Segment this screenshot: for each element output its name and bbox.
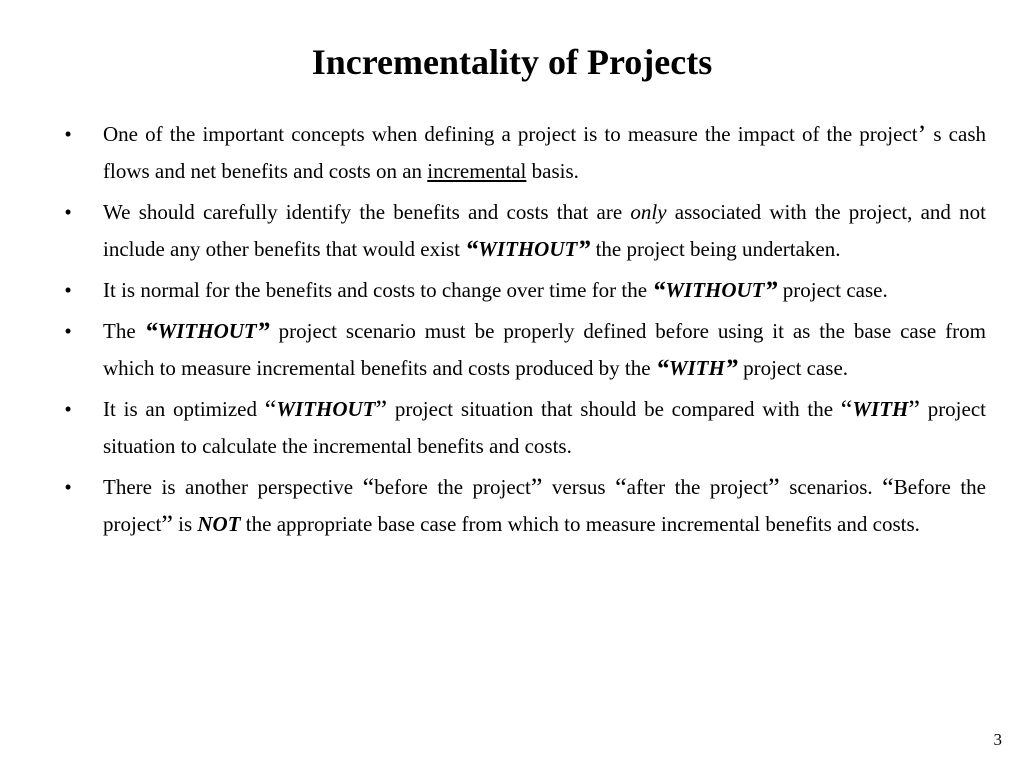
bullet-text: the appropriate base case from which to measure incremental benefits and costs. xyxy=(240,512,920,536)
bullet-text: associated with the project, and not include any other benefits that would exist xyxy=(103,200,986,261)
keyword-without: WITHOUT xyxy=(157,319,257,343)
quoted-phrase: Before the project xyxy=(103,475,987,536)
open-quote: “ xyxy=(655,354,669,383)
quoted-phrase: after the project xyxy=(626,475,769,499)
bullet-text: project situation that should be compared with the xyxy=(387,397,841,421)
keyword-without: WITHOUT xyxy=(665,278,765,302)
open-quote: “ xyxy=(264,395,277,424)
bullet-dot: • xyxy=(64,278,72,302)
bullet-dot: • xyxy=(64,319,72,343)
bullet-text: project case. xyxy=(737,356,849,380)
open-quote: “ xyxy=(882,473,894,502)
bullet-text: the project being undertaken. xyxy=(590,237,841,261)
keyword-without: WITHOUT xyxy=(276,397,376,421)
close-quote: ” xyxy=(256,317,270,346)
slide-title: Incrementality of Projects xyxy=(311,42,713,82)
emphasis-not: NOT xyxy=(197,512,241,536)
bullet-text: There is another perspective xyxy=(103,475,363,499)
bullet-item-5 xyxy=(62,391,986,465)
close-quote: ” xyxy=(724,354,738,383)
bullet-text: is xyxy=(172,512,198,536)
bullet-text: It is an optimized xyxy=(103,397,265,421)
bullet-item-3 xyxy=(62,272,986,309)
close-quote: ” xyxy=(161,510,173,539)
keyword-with: WITH xyxy=(852,397,909,421)
bullet-item-6 xyxy=(62,469,986,543)
open-quote: “ xyxy=(144,317,158,346)
bullet-text: basis. xyxy=(526,159,579,183)
keyword-with: WITH xyxy=(668,356,725,380)
bullet-text: The xyxy=(103,319,145,343)
close-quote: ” xyxy=(908,395,920,424)
underlined-term: incremental xyxy=(427,159,527,183)
close-quote: ” xyxy=(577,235,591,264)
bullet-dot: • xyxy=(64,122,72,146)
bullet-text: project situation to calculate the incremental benefits and costs. xyxy=(103,397,986,458)
keyword-without: WITHOUT xyxy=(478,237,578,261)
bullet-list xyxy=(62,116,986,547)
close-quote: ” xyxy=(764,276,778,305)
open-quote: “ xyxy=(652,276,666,305)
bullet-dot: • xyxy=(64,475,72,499)
bullet-text: One of the important concepts when defining a project is to measure the impact of the project xyxy=(103,122,918,146)
bullet-text: It is normal for the benefits and costs to change over time for the xyxy=(103,278,653,302)
bullet-item-1 xyxy=(62,116,986,190)
quoted-phrase: before the project xyxy=(374,475,531,499)
bullet-text: project case. xyxy=(777,278,888,302)
bullet-text: versus xyxy=(542,475,616,499)
open-quote: “ xyxy=(615,473,627,502)
bullet-item-4 xyxy=(62,313,986,387)
apostrophe: ’ xyxy=(917,120,927,149)
close-quote: ” xyxy=(375,395,388,424)
open-quote: “ xyxy=(362,473,375,502)
bullet-text: project scenario must be properly defined before using it as the base case from which to measure incremental benefits and costs produced by the xyxy=(103,319,986,380)
bullet-item-2 xyxy=(62,194,986,268)
open-quote: “ xyxy=(465,235,479,264)
bullet-text: s cash flows and net benefits and costs on an xyxy=(103,122,986,183)
page-number: 3 xyxy=(993,730,1002,749)
close-quote: ” xyxy=(530,473,543,502)
open-quote: “ xyxy=(840,395,853,424)
bullet-text: scenarios. xyxy=(779,475,883,499)
bullet-text: We should carefully identify the benefits and costs that are xyxy=(103,200,631,224)
bullet-dot: • xyxy=(64,397,72,421)
close-quote: ” xyxy=(768,473,780,502)
emphasis-only: only xyxy=(630,200,667,224)
bullet-dot: • xyxy=(64,200,72,224)
